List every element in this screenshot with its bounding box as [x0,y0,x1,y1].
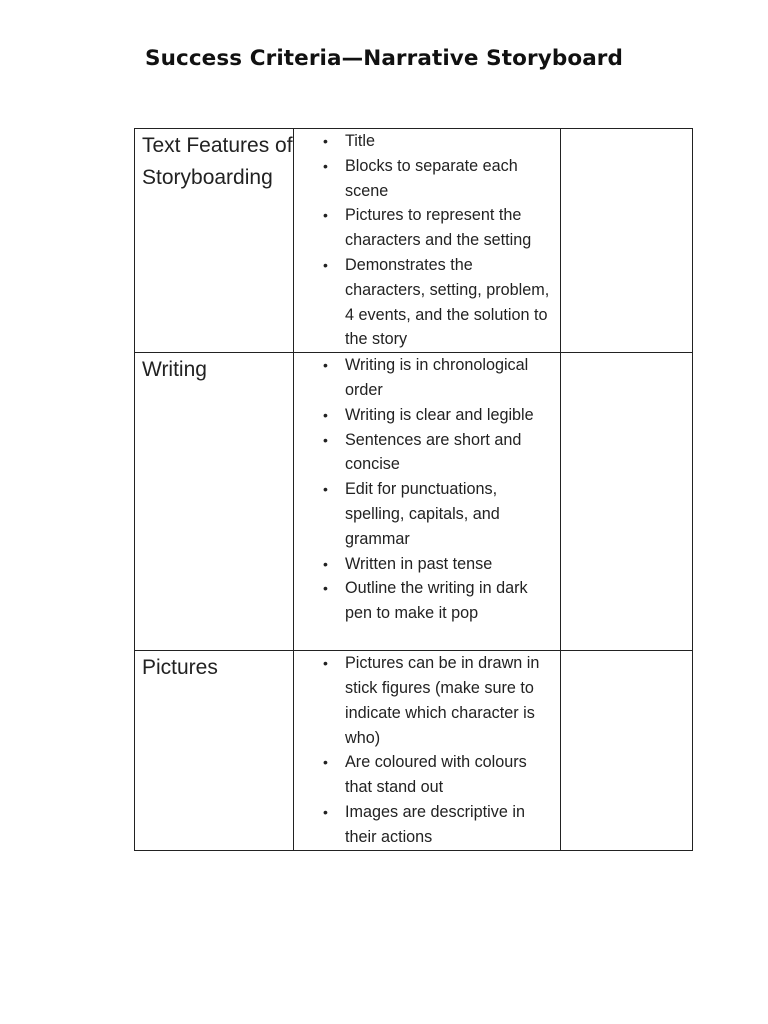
criteria-list [294,651,560,849]
list-item: • Pictures can be in drawn in stick figures (make sure to indicate which character is who) [294,651,560,750]
criteria-cell [294,353,561,651]
success-criteria-table [134,128,693,851]
table-row-writing [135,353,693,651]
list-item: • Blocks to separate each scene [294,154,560,204]
category-cell [135,353,294,651]
criteria-list [294,353,560,626]
bullet-icon: • [323,803,328,820]
assessment-cell [561,129,693,353]
list-item: • Pictures to represent the characters and the setting [294,203,560,253]
bullet-icon: • [323,431,328,448]
assessment-cell [561,651,693,850]
category-label: Pictures [142,656,218,680]
list-item: • Written in past tense [294,552,560,577]
bullet-icon: • [323,481,328,498]
assessment-cell [561,353,693,651]
category-cell [135,651,294,850]
criteria-cell [294,129,561,353]
page-title: Success Criteria—Narrative Storyboard [145,46,623,71]
list-item: • Edit for punctuations, spelling, capitals, and grammar [294,477,560,551]
list-item: • Writing is in chronological order [294,353,560,403]
table-row-pictures [135,651,693,850]
category-label: Text Features of Storyboarding [142,134,293,189]
list-item: • Sentences are short and concise [294,428,560,478]
list-item: • Writing is clear and legible [294,403,560,428]
bullet-icon: • [323,754,328,771]
list-item: • Demonstrates the characters, setting, problem, 4 events, and the solution to the story [294,253,560,352]
category-label: Writing [142,358,207,382]
bullet-icon: • [323,555,328,572]
table-row-text-features [135,129,693,353]
list-item: • Outline the writing in dark pen to make it pop [294,576,560,626]
list-item: • Images are descriptive in their actions [294,800,560,850]
bullet-icon: • [323,655,328,672]
bullet-icon: • [323,133,328,149]
bullet-icon: • [323,157,328,174]
criteria-cell [294,651,561,850]
bullet-icon: • [323,207,328,224]
bullet-icon: • [323,357,328,374]
list-item: • Are coloured with colours that stand out [294,750,560,800]
bullet-icon: • [323,580,328,597]
category-cell [135,129,294,353]
bullet-icon: • [323,256,328,273]
bullet-icon: • [323,406,328,423]
criteria-list [294,129,560,352]
list-item: • Title [294,129,560,154]
